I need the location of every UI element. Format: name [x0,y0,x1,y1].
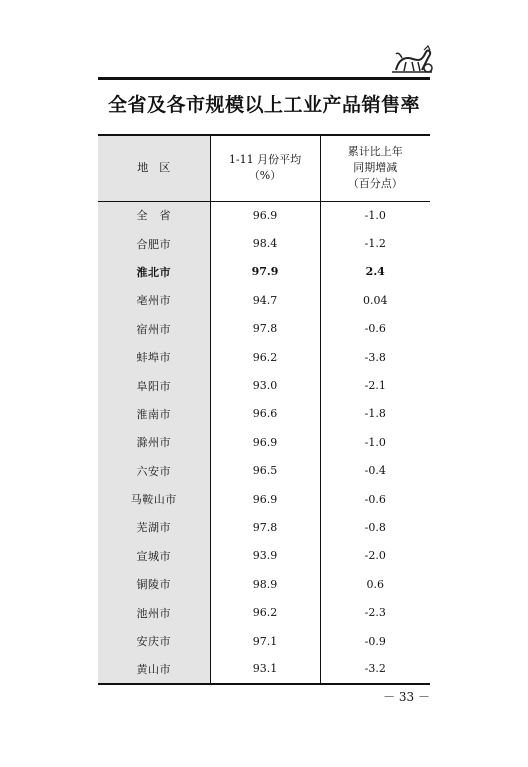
table-row [98,457,430,485]
column-header-change-line2: 同期增减 [353,161,398,175]
table-row [98,655,430,683]
column-header-average-line1: 1-11 月份平均 [228,153,302,167]
average-cell: 96.6 [210,400,320,428]
table-row [98,315,430,343]
average-cell: 96.2 [210,343,320,371]
change-cell: 0.04 [320,286,430,314]
region-cell: 马鞍山市 [98,485,210,513]
change-cell: 2.4 [320,258,430,286]
table-header-row [98,135,430,201]
average-cell: 93.0 [210,371,320,399]
horse-chariot-icon [388,44,436,78]
change-cell: -2.3 [320,598,430,626]
change-cell: -3.2 [320,655,430,683]
change-cell: -1.8 [320,400,430,428]
region-cell: 宣城市 [98,542,210,570]
change-cell: -0.8 [320,513,430,541]
region-cell: 安庆市 [98,627,210,655]
region-cell: 亳州市 [98,286,210,314]
change-cell: -1.0 [320,428,430,456]
table-row [98,229,430,257]
table-row-highlighted [98,258,430,286]
average-cell: 96.9 [210,428,320,456]
region-cell: 铜陵市 [98,570,210,598]
table-row [98,513,430,541]
average-cell: 97.9 [210,258,320,286]
region-cell: 阜阳市 [98,371,210,399]
average-cell: 96.9 [210,201,320,229]
table-row [98,570,430,598]
average-cell: 93.9 [210,542,320,570]
change-cell: 0.6 [320,570,430,598]
change-cell: -1.2 [320,229,430,257]
column-header-change [320,135,430,201]
top-rule [98,77,430,80]
region-cell: 宿州市 [98,315,210,343]
region-cell: 滁州市 [98,428,210,456]
table-row [98,286,430,314]
change-cell: -1.0 [320,201,430,229]
column-header-average-line2: （%） [248,169,282,183]
sales-rate-table [98,134,430,685]
column-header-region [98,135,210,201]
change-cell: -2.1 [320,371,430,399]
column-header-region-label: 地 区 [137,161,171,175]
average-cell: 97.8 [210,513,320,541]
average-cell: 98.9 [210,570,320,598]
region-cell: 淮南市 [98,400,210,428]
region-cell: 合肥市 [98,229,210,257]
average-cell: 97.8 [210,315,320,343]
change-cell: -0.6 [320,485,430,513]
page-number: － 33 － [383,690,430,704]
region-cell: 蚌埠市 [98,343,210,371]
table-row [98,598,430,626]
table-row [98,201,430,229]
change-cell: -3.8 [320,343,430,371]
table-row [98,542,430,570]
region-cell: 全 省 [98,201,210,229]
table-row [98,343,430,371]
sales-rate-table-container [98,134,430,685]
table-row [98,371,430,399]
average-cell: 94.7 [210,286,320,314]
region-cell: 六安市 [98,457,210,485]
column-header-change-line3: （百分点） [347,177,403,191]
average-cell: 97.1 [210,627,320,655]
table-row [98,485,430,513]
region-cell: 淮北市 [98,258,210,286]
region-cell: 芜湖市 [98,513,210,541]
average-cell: 93.1 [210,655,320,683]
table-header [98,135,430,201]
change-cell: -0.4 [320,457,430,485]
change-cell: -0.6 [320,315,430,343]
average-cell: 96.2 [210,598,320,626]
change-cell: -2.0 [320,542,430,570]
table-row [98,627,430,655]
page-title: 全省及各市规模以上工业产品销售率 [107,94,420,116]
column-header-change-line1: 累计比上年 [347,145,403,159]
average-cell: 98.4 [210,229,320,257]
table-row [98,400,430,428]
average-cell: 96.9 [210,485,320,513]
region-cell: 黄山市 [98,655,210,683]
table-row [98,428,430,456]
column-header-average [210,135,320,201]
table-body [98,201,430,684]
region-cell: 池州市 [98,598,210,626]
average-cell: 96.5 [210,457,320,485]
change-cell: -0.9 [320,627,430,655]
